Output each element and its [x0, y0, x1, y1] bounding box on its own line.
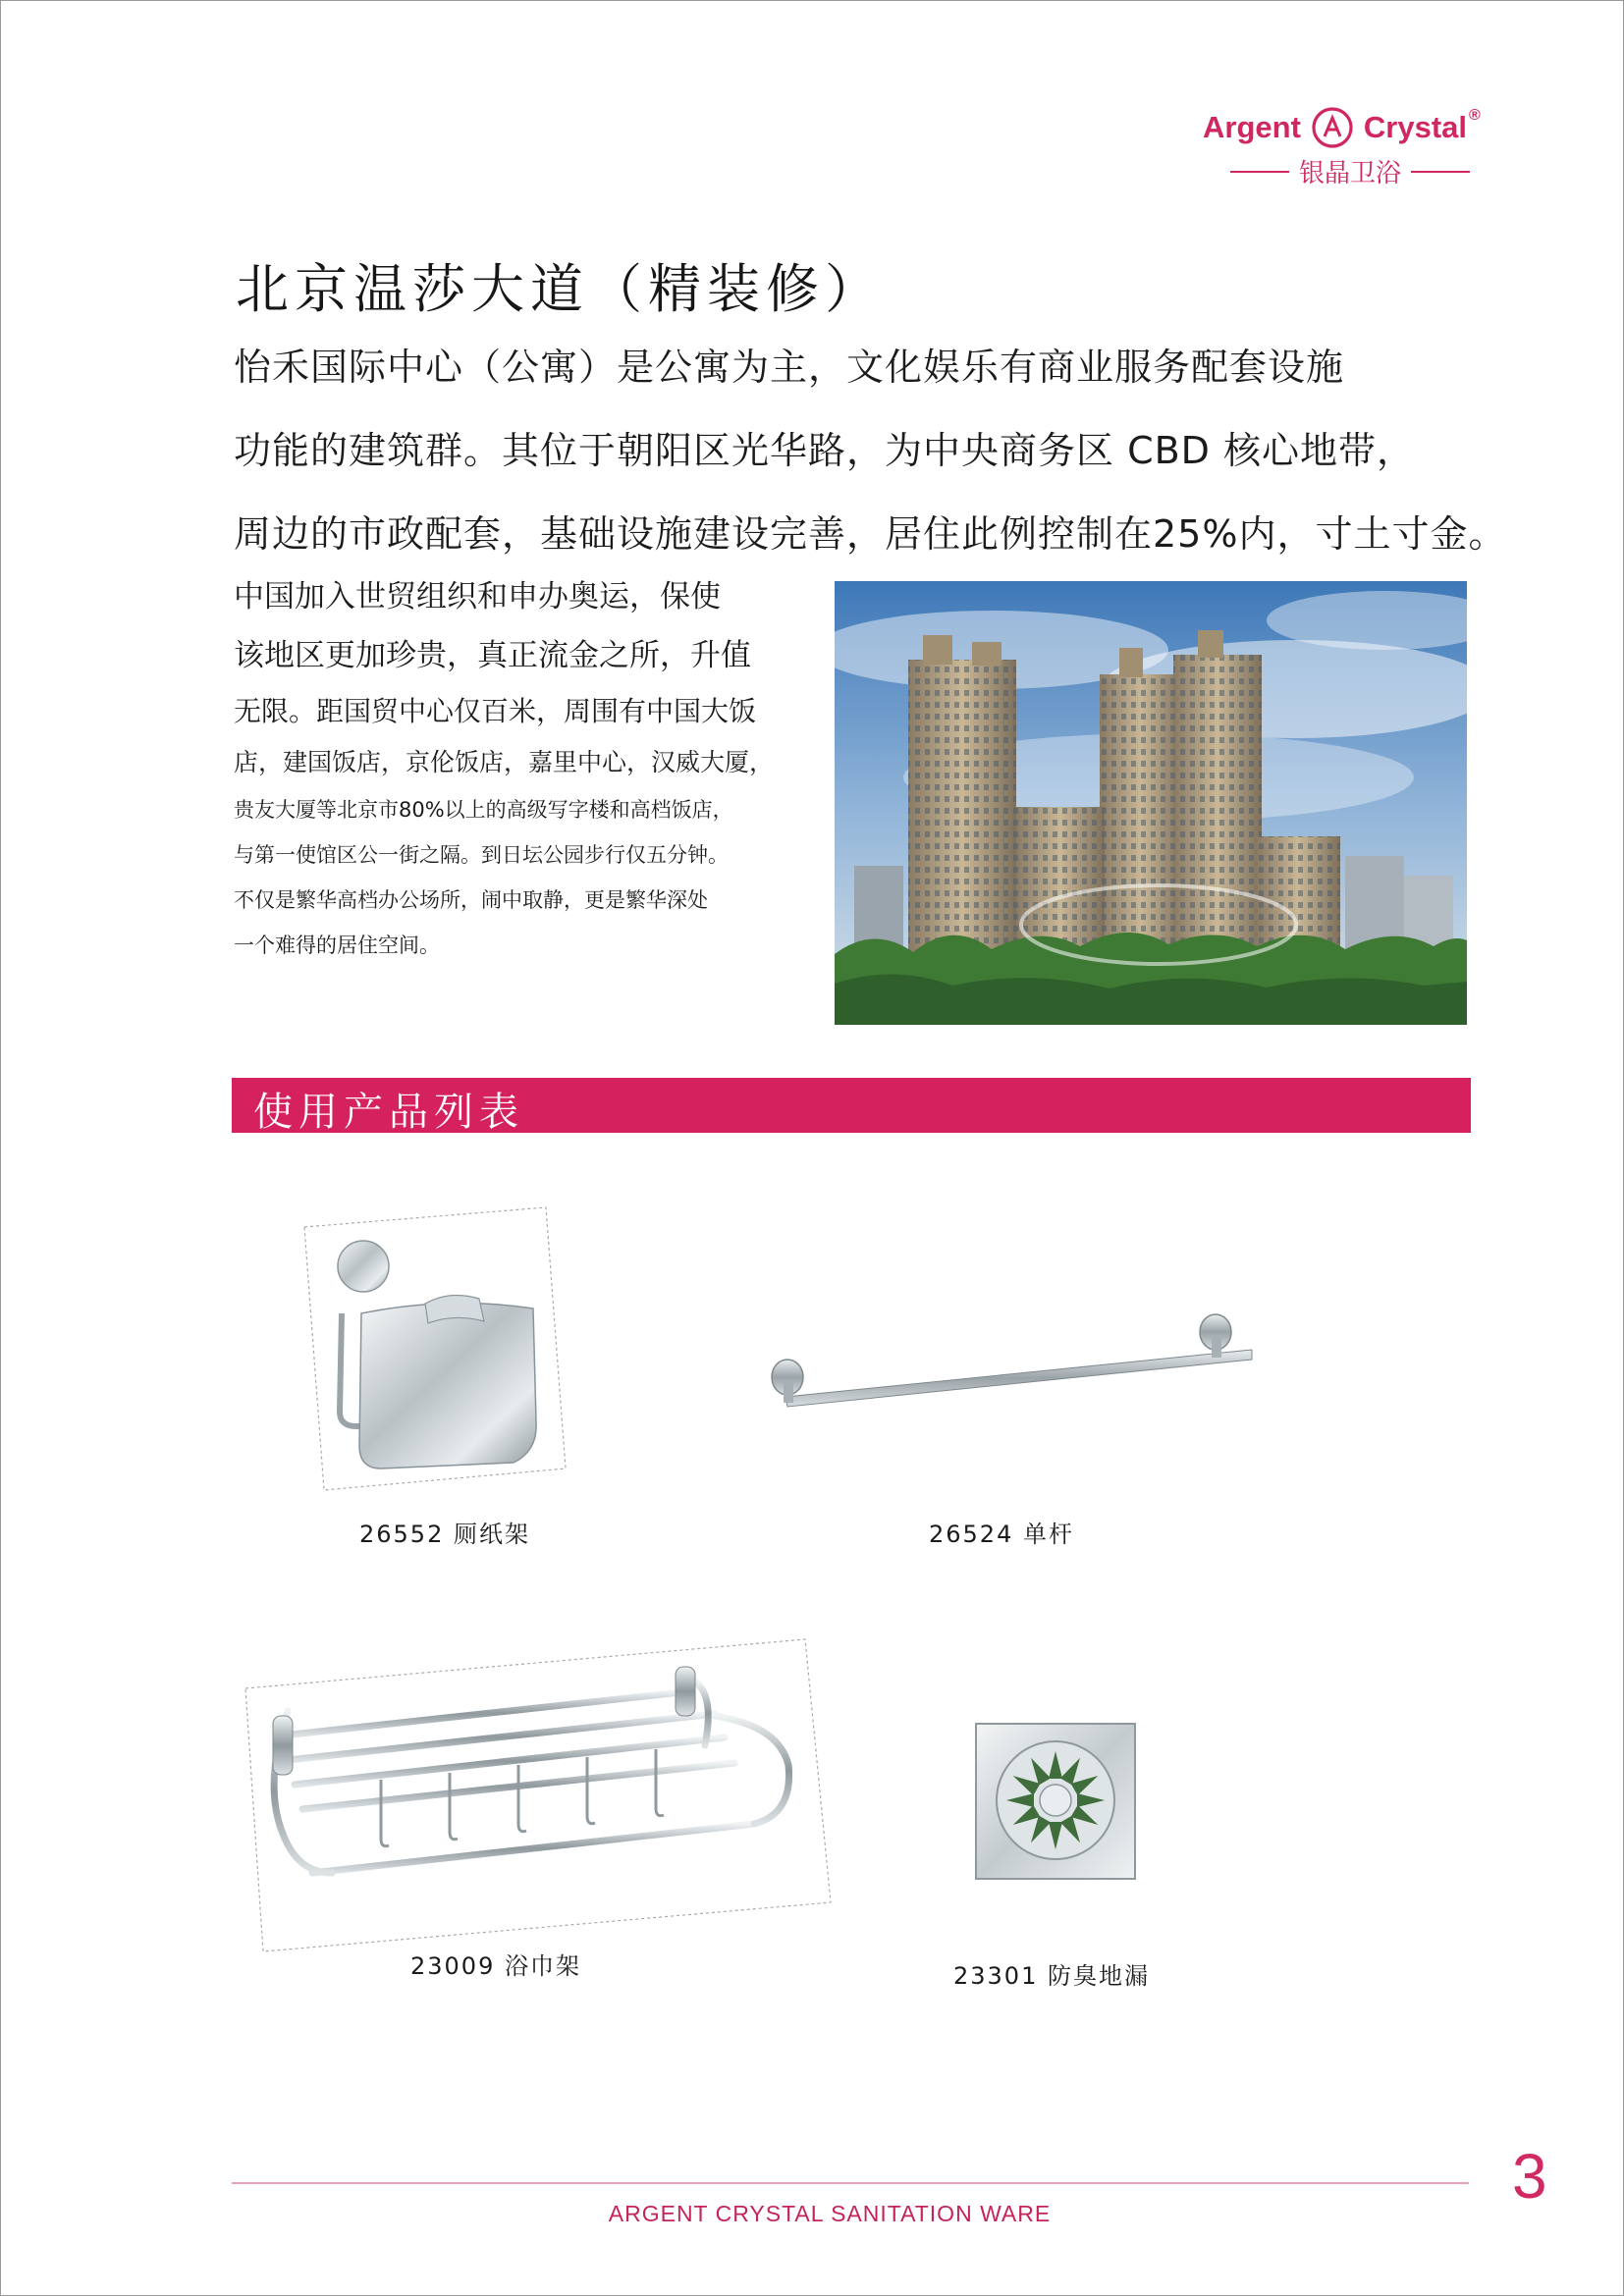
section-header-bar [232, 1078, 1471, 1133]
logo-line-right [1411, 171, 1470, 173]
body-paragraph [234, 567, 823, 968]
brand-name-cn: 银晶卫浴 [1299, 159, 1402, 188]
registered-mark: ® [1469, 107, 1481, 124]
product-label: 26552 厕纸架 [359, 1521, 530, 1548]
body-line: 中国加入世贸组织和申办奥运，保使 [234, 579, 721, 614]
brand-logo [1203, 106, 1497, 194]
body-line: 无限。距国贸中心仅百米，周围有中国大饭 [234, 695, 757, 727]
toilet-paper-holder-image [302, 1205, 568, 1492]
section-title: 使用产品列表 [253, 1090, 524, 1135]
logo-line-left [1230, 171, 1289, 173]
brand-name-right: Crystal [1363, 110, 1467, 144]
building-photo [835, 581, 1467, 1025]
product-label: 23301 防臭地漏 [953, 1962, 1150, 1990]
intro-line: 怡禾国际中心（公寓）是公寓为主，文化娱乐有商业服务配套设施 [234, 346, 1345, 389]
intro-line: 功能的建筑群。其位于朝阳区光华路，为中央商务区 CBD 核心地带， [234, 429, 1416, 472]
body-line: 不仅是繁华高档办公场所，闹中取静，更是繁华深处 [234, 888, 708, 912]
brand-mark-icon [1311, 106, 1354, 149]
page-title: 北京温莎大道（精装修） [236, 258, 884, 320]
body-line: 店，建国饭店，京伦饭店，嘉里中心，汉威大厦， [234, 748, 775, 776]
body-line: 贵友大厦等北京市80%以上的高级写字楼和高档饭店， [234, 798, 733, 822]
body-line: 一个难得的居住空间。 [234, 934, 440, 957]
intro-line: 周边的市政配套，基础设施建设完善，居住此例控制在25%内，寸土寸金。 [234, 512, 1507, 556]
body-line: 该地区更加珍贵，真正流金之所，升值 [234, 638, 751, 673]
product-label: 23009 浴巾架 [410, 1952, 581, 1980]
intro-paragraph [234, 326, 1507, 576]
footer-divider [232, 2182, 1469, 2184]
towel-rack-image [244, 1637, 833, 1953]
body-line: 与第一使馆区公一街之隔。到日坛公园步行仅五分钟。 [234, 843, 729, 867]
footer-text: ARGENT CRYSTAL SANITATION WARE [608, 2201, 1052, 2226]
single-towel-bar-image [766, 1310, 1262, 1409]
product-label: 26524 单杆 [929, 1521, 1074, 1548]
brand-name-left: Argent [1203, 110, 1301, 144]
floor-drain-image [974, 1722, 1137, 1881]
page-number: 3 [1512, 2141, 1547, 2212]
